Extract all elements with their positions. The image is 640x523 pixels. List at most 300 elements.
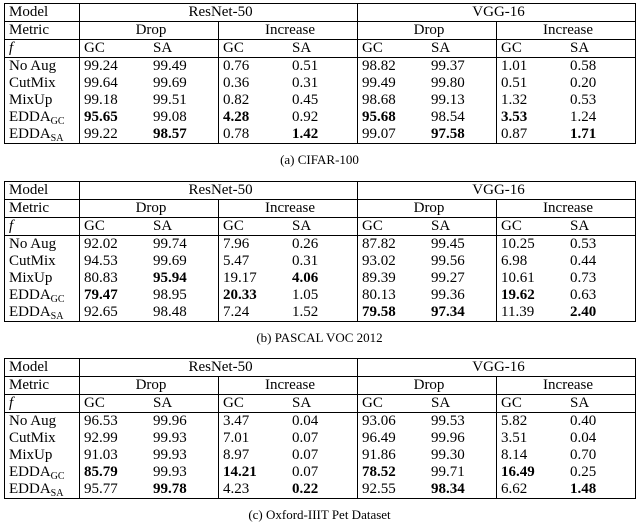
value-cell — [566, 109, 636, 126]
value: 0.45 — [292, 92, 319, 108]
value-cell — [288, 447, 358, 464]
header-drop: Drop — [80, 22, 219, 40]
header-sa: SA — [427, 40, 497, 58]
value-cell — [497, 75, 567, 92]
header-row-model — [5, 4, 636, 22]
value-cell — [149, 270, 219, 287]
header-sa: SA — [427, 218, 497, 236]
method-subscript: SA — [50, 488, 64, 499]
header-sa: SA — [288, 395, 358, 413]
value-cell — [566, 126, 636, 144]
header-metric: Metric — [5, 200, 80, 218]
value: 0.58 — [570, 58, 597, 74]
header-vgg16: VGG-16 — [472, 4, 525, 20]
header-drop: Drop — [358, 22, 497, 40]
method-name — [5, 447, 80, 464]
value-cell — [219, 270, 289, 287]
value: 99.13 — [431, 92, 465, 108]
best-value: 16.49 — [501, 464, 535, 480]
value: 99.30 — [431, 447, 465, 463]
value: 96.49 — [362, 430, 396, 446]
value-cell — [80, 58, 150, 76]
header-sa: SA — [427, 395, 497, 413]
method-name — [5, 481, 80, 499]
value-cell — [149, 236, 219, 254]
header-drop: Drop — [80, 377, 219, 395]
method-name — [5, 126, 80, 144]
table-caption: (a) CIFAR-100 — [280, 152, 359, 167]
value-cell — [497, 58, 567, 76]
method-name — [5, 287, 80, 304]
value: 0.92 — [292, 109, 319, 125]
value-cell — [497, 481, 567, 499]
value: 92.02 — [84, 236, 118, 252]
value-cell — [566, 304, 636, 322]
value-cell — [219, 126, 289, 144]
value: 99.49 — [362, 75, 396, 91]
table-row — [5, 447, 636, 464]
value-cell — [427, 304, 497, 322]
header-gc: GC — [80, 395, 150, 413]
method-label: CutMix — [9, 253, 56, 269]
header-row-model — [5, 359, 636, 377]
method-label: MixUp — [9, 270, 53, 286]
header-increase: Increase — [219, 377, 358, 395]
best-value: 95.68 — [362, 109, 396, 125]
header-gc: GC — [219, 40, 289, 58]
header-drop: Drop — [358, 377, 497, 395]
value: 8.97 — [223, 447, 250, 463]
value-cell — [219, 464, 289, 481]
value-cell — [427, 109, 497, 126]
value: 80.83 — [84, 270, 118, 286]
best-value: 2.40 — [570, 304, 597, 320]
method-name — [5, 58, 80, 76]
header-gc: GC — [80, 40, 150, 58]
value-cell — [358, 464, 428, 481]
value: 0.31 — [292, 75, 319, 91]
best-value: 98.57 — [153, 126, 187, 142]
value: 91.86 — [362, 447, 396, 463]
header-row-f — [5, 218, 636, 236]
value-cell — [149, 92, 219, 109]
value: 99.80 — [431, 75, 465, 91]
value-cell — [149, 430, 219, 447]
value: 7.24 — [223, 304, 250, 320]
value-cell — [427, 92, 497, 109]
value-cell — [566, 92, 636, 109]
value-cell — [288, 126, 358, 144]
value-cell — [288, 109, 358, 126]
results-table — [4, 358, 636, 499]
value: 98.95 — [153, 287, 187, 303]
value: 0.53 — [570, 236, 597, 252]
method-subscript: SA — [50, 311, 64, 322]
table-row — [5, 464, 636, 481]
value: 91.03 — [84, 447, 118, 463]
value-cell — [497, 236, 567, 254]
value: 19.17 — [223, 270, 257, 286]
method-name — [5, 270, 80, 287]
header-sa: SA — [288, 40, 358, 58]
value: 99.93 — [153, 447, 187, 463]
value-cell — [427, 270, 497, 287]
value: 0.73 — [570, 270, 597, 286]
table-row — [5, 126, 636, 144]
header-sa: SA — [566, 395, 636, 413]
value: 1.24 — [570, 109, 597, 125]
value-cell — [149, 481, 219, 499]
value: 99.49 — [153, 58, 187, 74]
value: 98.68 — [362, 92, 396, 108]
method-subscript: GC — [50, 294, 65, 305]
value-cell — [288, 430, 358, 447]
value: 5.47 — [223, 253, 250, 269]
value: 99.53 — [431, 413, 465, 429]
value: 99.24 — [84, 58, 118, 74]
value: 10.61 — [501, 270, 535, 286]
value-cell — [497, 92, 567, 109]
value: 99.69 — [153, 75, 187, 91]
value-cell — [219, 413, 289, 431]
value-cell — [358, 270, 428, 287]
value: 99.51 — [153, 92, 187, 108]
header-model: Model — [5, 4, 80, 22]
value-cell — [497, 126, 567, 144]
value-cell — [566, 270, 636, 287]
value: 0.44 — [570, 253, 597, 269]
value: 8.14 — [501, 447, 528, 463]
value-cell — [80, 287, 150, 304]
value-cell — [219, 287, 289, 304]
value-cell — [80, 270, 150, 287]
header-row-metric — [5, 377, 636, 395]
value-cell — [149, 447, 219, 464]
value: 99.93 — [153, 430, 187, 446]
best-value: 97.58 — [431, 126, 465, 142]
value-cell — [80, 126, 150, 144]
value-cell — [80, 413, 150, 431]
header-resnet50: ResNet-50 — [80, 4, 358, 22]
table-row — [5, 413, 636, 431]
header-gc: GC — [219, 395, 289, 413]
method-label: CutMix — [9, 430, 56, 446]
header-sa: SA — [566, 218, 636, 236]
best-value: 95.65 — [84, 109, 118, 125]
value: 96.53 — [84, 413, 118, 429]
header-increase: Increase — [497, 200, 636, 218]
table-row — [5, 253, 636, 270]
value-cell — [566, 447, 636, 464]
best-value: 1.42 — [292, 126, 319, 142]
value-cell — [149, 58, 219, 76]
value: 0.25 — [570, 464, 597, 480]
table-caption: (b) PASCAL VOC 2012 — [256, 330, 383, 345]
value: 6.98 — [501, 253, 528, 269]
header-model: Model — [5, 182, 80, 200]
header-row-metric — [5, 200, 636, 218]
value-cell — [219, 304, 289, 322]
table-row — [5, 304, 636, 322]
results-table — [4, 181, 636, 322]
value-cell — [80, 447, 150, 464]
value-cell — [219, 236, 289, 254]
value-cell — [497, 430, 567, 447]
value-cell — [80, 481, 150, 499]
value-cell — [358, 481, 428, 499]
value-cell — [288, 270, 358, 287]
value: 0.20 — [570, 75, 597, 91]
value-cell — [219, 253, 289, 270]
method-name — [5, 92, 80, 109]
table-row — [5, 236, 636, 254]
header-gc: GC — [219, 218, 289, 236]
value: 10.25 — [501, 236, 535, 252]
value-cell — [219, 58, 289, 76]
value-cell — [219, 92, 289, 109]
table-row — [5, 270, 636, 287]
value-cell — [219, 430, 289, 447]
value: 4.23 — [223, 481, 250, 497]
value: 99.56 — [431, 253, 465, 269]
table-pascal-voc-block — [4, 181, 635, 346]
value-cell — [566, 287, 636, 304]
best-value: 98.34 — [431, 481, 465, 497]
value-cell — [219, 109, 289, 126]
value-cell — [80, 109, 150, 126]
value-cell — [358, 413, 428, 431]
value-cell — [358, 287, 428, 304]
value: 3.51 — [501, 430, 528, 446]
value: 99.27 — [431, 270, 465, 286]
value: 1.32 — [501, 92, 528, 108]
value-cell — [288, 75, 358, 92]
header-gc: GC — [497, 218, 567, 236]
value: 0.51 — [501, 75, 528, 91]
value: 5.82 — [501, 413, 528, 429]
method-label: EDDA — [9, 304, 51, 320]
value: 99.71 — [431, 464, 465, 480]
value: 0.31 — [292, 253, 319, 269]
value-cell — [149, 75, 219, 92]
value-cell — [427, 413, 497, 431]
value-cell — [149, 413, 219, 431]
value: 3.47 — [223, 413, 250, 429]
method-label: EDDA — [9, 464, 51, 480]
value-cell — [288, 58, 358, 76]
header-resnet50: ResNet-50 — [80, 182, 358, 200]
value-cell — [288, 236, 358, 254]
value: 99.22 — [84, 126, 118, 142]
value: 0.70 — [570, 447, 597, 463]
header-increase: Increase — [219, 200, 358, 218]
value: 7.01 — [223, 430, 250, 446]
header-f: f — [5, 395, 80, 413]
table-row — [5, 430, 636, 447]
header-gc: GC — [80, 218, 150, 236]
value: 1.05 — [292, 287, 319, 303]
value: 80.13 — [362, 287, 396, 303]
value-cell — [566, 253, 636, 270]
value: 92.99 — [84, 430, 118, 446]
value-cell — [358, 75, 428, 92]
value-cell — [497, 287, 567, 304]
method-name — [5, 109, 80, 126]
method-label: EDDA — [9, 287, 51, 303]
best-value: 99.78 — [153, 481, 187, 497]
value-cell — [566, 75, 636, 92]
value-cell — [497, 464, 567, 481]
value-cell — [497, 253, 567, 270]
best-value: 79.58 — [362, 304, 396, 320]
value-cell — [149, 464, 219, 481]
header-resnet50: ResNet-50 — [80, 359, 358, 377]
value: 0.51 — [292, 58, 319, 74]
method-label: MixUp — [9, 447, 53, 463]
value: 0.78 — [223, 126, 250, 142]
header-drop: Drop — [358, 200, 497, 218]
header-vgg16: VGG-16 — [472, 359, 525, 375]
method-label: EDDA — [9, 109, 51, 125]
header-metric: Metric — [5, 22, 80, 40]
value-cell — [427, 253, 497, 270]
method-label: No Aug — [9, 236, 57, 252]
value-cell — [358, 253, 428, 270]
value-cell — [427, 236, 497, 254]
best-value: 78.52 — [362, 464, 396, 480]
value-cell — [219, 75, 289, 92]
value-cell — [149, 304, 219, 322]
method-label: EDDA — [9, 481, 51, 497]
best-value: 4.28 — [223, 109, 250, 125]
header-gc: GC — [358, 218, 428, 236]
value-cell — [427, 126, 497, 144]
value-cell — [149, 126, 219, 144]
header-sa: SA — [149, 218, 219, 236]
best-value: 19.62 — [501, 287, 535, 303]
header-gc: GC — [497, 40, 567, 58]
value-cell — [80, 304, 150, 322]
method-label: CutMix — [9, 75, 56, 91]
value: 0.36 — [223, 75, 250, 91]
method-name — [5, 236, 80, 254]
value-cell — [566, 413, 636, 431]
value: 94.53 — [84, 253, 118, 269]
value: 0.82 — [223, 92, 250, 108]
best-value: 20.33 — [223, 287, 257, 303]
best-value: 3.53 — [501, 109, 528, 125]
value-cell — [358, 447, 428, 464]
value: 0.04 — [292, 413, 319, 429]
value-cell — [566, 464, 636, 481]
value: 99.64 — [84, 75, 118, 91]
value-cell — [358, 236, 428, 254]
value-cell — [427, 287, 497, 304]
header-f: f — [5, 40, 80, 58]
method-label: MixUp — [9, 92, 53, 108]
method-label: No Aug — [9, 58, 57, 74]
value: 99.37 — [431, 58, 465, 74]
value: 0.53 — [570, 92, 597, 108]
value: 99.45 — [431, 236, 465, 252]
value-cell — [149, 109, 219, 126]
table-row — [5, 92, 636, 109]
value: 99.93 — [153, 464, 187, 480]
value-cell — [497, 447, 567, 464]
value-cell — [427, 430, 497, 447]
table-row — [5, 75, 636, 92]
table-row — [5, 58, 636, 76]
best-value: 14.21 — [223, 464, 257, 480]
value-cell — [219, 447, 289, 464]
method-name — [5, 75, 80, 92]
header-vgg16: VGG-16 — [472, 182, 525, 198]
value: 95.77 — [84, 481, 118, 497]
value-cell — [149, 287, 219, 304]
value: 99.74 — [153, 236, 187, 252]
header-model: Model — [5, 359, 80, 377]
value: 99.08 — [153, 109, 187, 125]
value: 93.06 — [362, 413, 396, 429]
value-cell — [288, 481, 358, 499]
header-gc: GC — [497, 395, 567, 413]
value: 7.96 — [223, 236, 250, 252]
value: 0.07 — [292, 464, 319, 480]
method-name — [5, 253, 80, 270]
header-row-metric — [5, 22, 636, 40]
header-gc: GC — [358, 395, 428, 413]
value: 99.69 — [153, 253, 187, 269]
header-row-model — [5, 182, 636, 200]
method-subscript: GC — [50, 471, 65, 482]
header-sa: SA — [149, 40, 219, 58]
value: 99.96 — [431, 430, 465, 446]
header-row-f — [5, 395, 636, 413]
best-value: 1.48 — [570, 481, 597, 497]
header-increase: Increase — [219, 22, 358, 40]
value-cell — [566, 430, 636, 447]
value-cell — [427, 481, 497, 499]
value: 0.26 — [292, 236, 319, 252]
value-cell — [497, 109, 567, 126]
method-name — [5, 464, 80, 481]
value-cell — [358, 92, 428, 109]
value-cell — [427, 464, 497, 481]
value-cell — [497, 270, 567, 287]
best-value: 85.79 — [84, 464, 118, 480]
method-name — [5, 430, 80, 447]
header-increase: Increase — [497, 22, 636, 40]
method-subscript: SA — [50, 133, 64, 144]
value-cell — [80, 92, 150, 109]
value: 0.40 — [570, 413, 597, 429]
value: 99.96 — [153, 413, 187, 429]
best-value: 1.71 — [570, 126, 597, 142]
method-name — [5, 304, 80, 322]
value: 87.82 — [362, 236, 396, 252]
value-cell — [358, 430, 428, 447]
best-value: 0.22 — [292, 481, 319, 497]
table-row — [5, 109, 636, 126]
value-cell — [358, 109, 428, 126]
header-f: f — [5, 218, 80, 236]
value-cell — [80, 253, 150, 270]
value: 0.63 — [570, 287, 597, 303]
value-cell — [566, 481, 636, 499]
best-value: 97.34 — [431, 304, 465, 320]
value: 93.02 — [362, 253, 396, 269]
value-cell — [358, 304, 428, 322]
